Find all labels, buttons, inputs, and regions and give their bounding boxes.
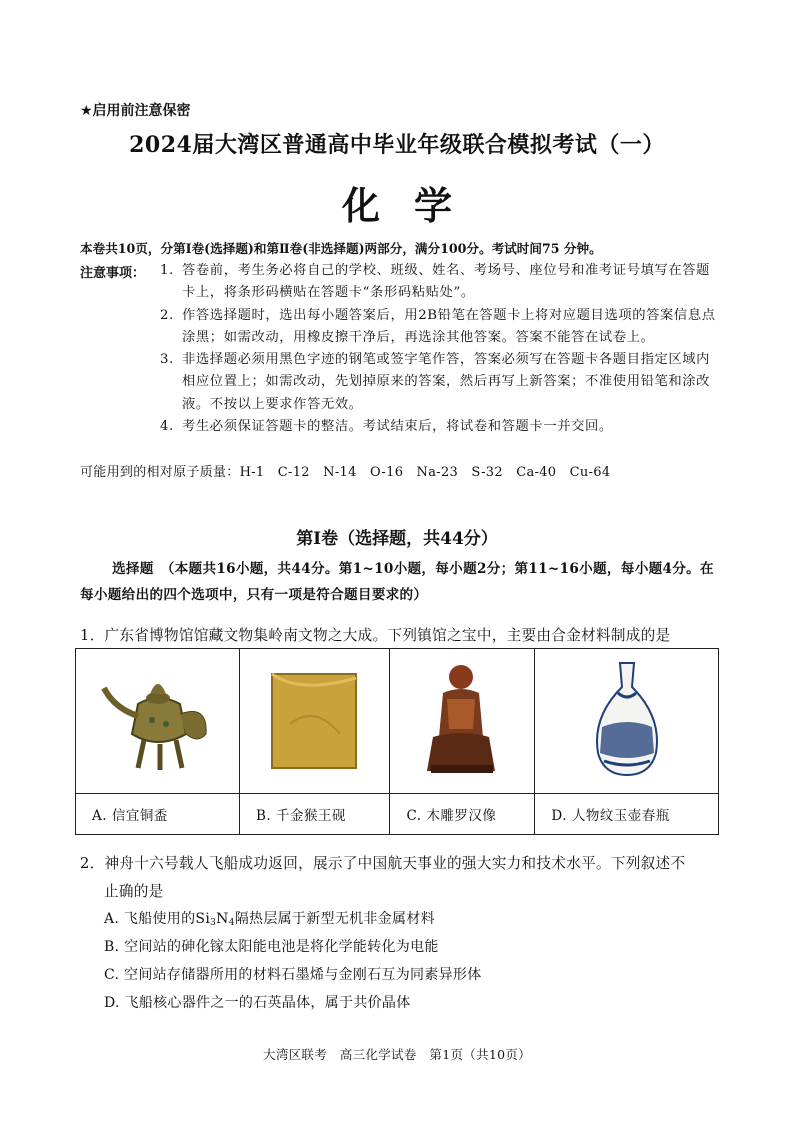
note-item	[160, 416, 720, 438]
note-item	[160, 260, 720, 305]
note-text: 非选择题必须用黑色字迹的钢笔或签字笔作答，答案必须写在答题卡各题目指定区域内相应位置上；如需改动，先划掉原来的答案，然后再写上新答案；不准使用铅笔和涂改液。不按以上要求作答无效。	[182, 352, 711, 412]
question-2-stem-line1: 2．神舟十六号载人飞船成功返回，展示了中国航天事业的强大实力和技术水平。下列叙述不	[80, 855, 686, 872]
note-item	[160, 349, 720, 416]
exam-title: 2024届大湾区普通高中毕业年级联合模拟考试（一）	[129, 132, 665, 158]
note-number: 3.	[160, 352, 174, 368]
image-cell-c	[390, 649, 535, 794]
exam-summary: 本卷共10页，分第Ⅰ卷(选择题)和第Ⅱ卷(非选择题)两部分，满分100分。考试时间75 分钟。	[80, 241, 602, 256]
note-text: 考生必须保证答题卡的整洁。考试结束后，将试卷和答题卡一并交回。	[182, 419, 613, 435]
ink-stone-image	[260, 664, 370, 774]
note-text: 答卷前，考生务必将自己的学校、班级、姓名、考场号、座位号和准考证号填写在答题卡上，将条形码横贴在答题卡“条形码粘贴处”。	[182, 263, 711, 301]
option-d-caption: D. 人物纹玉壶春瓶	[535, 794, 719, 835]
notes-list	[160, 260, 720, 438]
image-cell-b	[240, 649, 390, 794]
note-number: 4.	[160, 419, 174, 435]
option-a-caption: A. 信宜铜盉	[76, 794, 240, 835]
formula-sub-4: 4	[228, 918, 235, 928]
section-intro: 选择题 （本题共16小题，共44分。第1~10小题，每小题2分；第11~16小题，每小题4分。在每小题给出的四个选项中，只有一项是符合题目要求的）	[80, 561, 714, 603]
option-a-suffix: 隔热层属于新型无机非金属材料	[234, 911, 435, 927]
option-a-prefix: A. 飞船使用的	[104, 911, 196, 927]
note-text: 作答选择题时，选出每小题答案后，用2B铅笔在答题卡上将对应题目选项的答案信息点涂黑；如需改动，用橡皮擦干净后，再选涂其他答案。答案不能答在试卷上。	[182, 307, 716, 345]
question-2-option-d: D. 飞船核心器件之一的石英晶体，属于共价晶体	[104, 995, 411, 1011]
confidential-mark: ★启用前注意保密	[80, 103, 191, 119]
option-c-caption: C. 木雕罗汉像	[390, 794, 535, 835]
formula-si: Si	[195, 911, 211, 927]
subject-title: 化学	[341, 183, 486, 228]
wooden-arhat-image	[417, 659, 507, 779]
note-item	[160, 305, 720, 350]
question-1-stem: 1．广东省博物馆馆藏文物集岭南文物之大成。下列镇馆之宝中，主要由合金材料制成的是	[80, 627, 671, 644]
question-1-image-table	[75, 648, 719, 835]
image-cell-a	[76, 649, 240, 794]
image-cell-d	[535, 649, 719, 794]
question-2-option-b: B. 空间站的砷化镓太阳能电池是将化学能转化为电能	[104, 939, 439, 955]
porcelain-vase-image	[582, 657, 672, 781]
question-2-stem-line2: 止确的是	[104, 883, 164, 900]
option-b-caption: B. 千金猴王砚	[240, 794, 390, 835]
bronze-he-image	[98, 664, 218, 774]
note-number: 1.	[160, 263, 174, 278]
note-number: 2.	[160, 307, 174, 323]
notes-label: 注意事项：	[80, 266, 146, 281]
formula-sub-3: 3	[210, 918, 217, 928]
page-footer: 大湾区联考 高三化学试卷 第1页（共10页）	[263, 1047, 531, 1062]
question-2-option-a	[104, 908, 435, 928]
section-heading: 第Ⅰ卷（选择题，共44分）	[296, 529, 498, 549]
question-2-option-c: C. 空间站存储器所用的材料石墨烯与金刚石互为同素异形体	[104, 967, 482, 983]
atomic-masses: 可能用到的相对原子质量：H-1 C-12 N-14 O-16 Na-23 S-32 Ca-40 Cu-64	[80, 465, 611, 480]
formula-n: N	[216, 911, 229, 927]
